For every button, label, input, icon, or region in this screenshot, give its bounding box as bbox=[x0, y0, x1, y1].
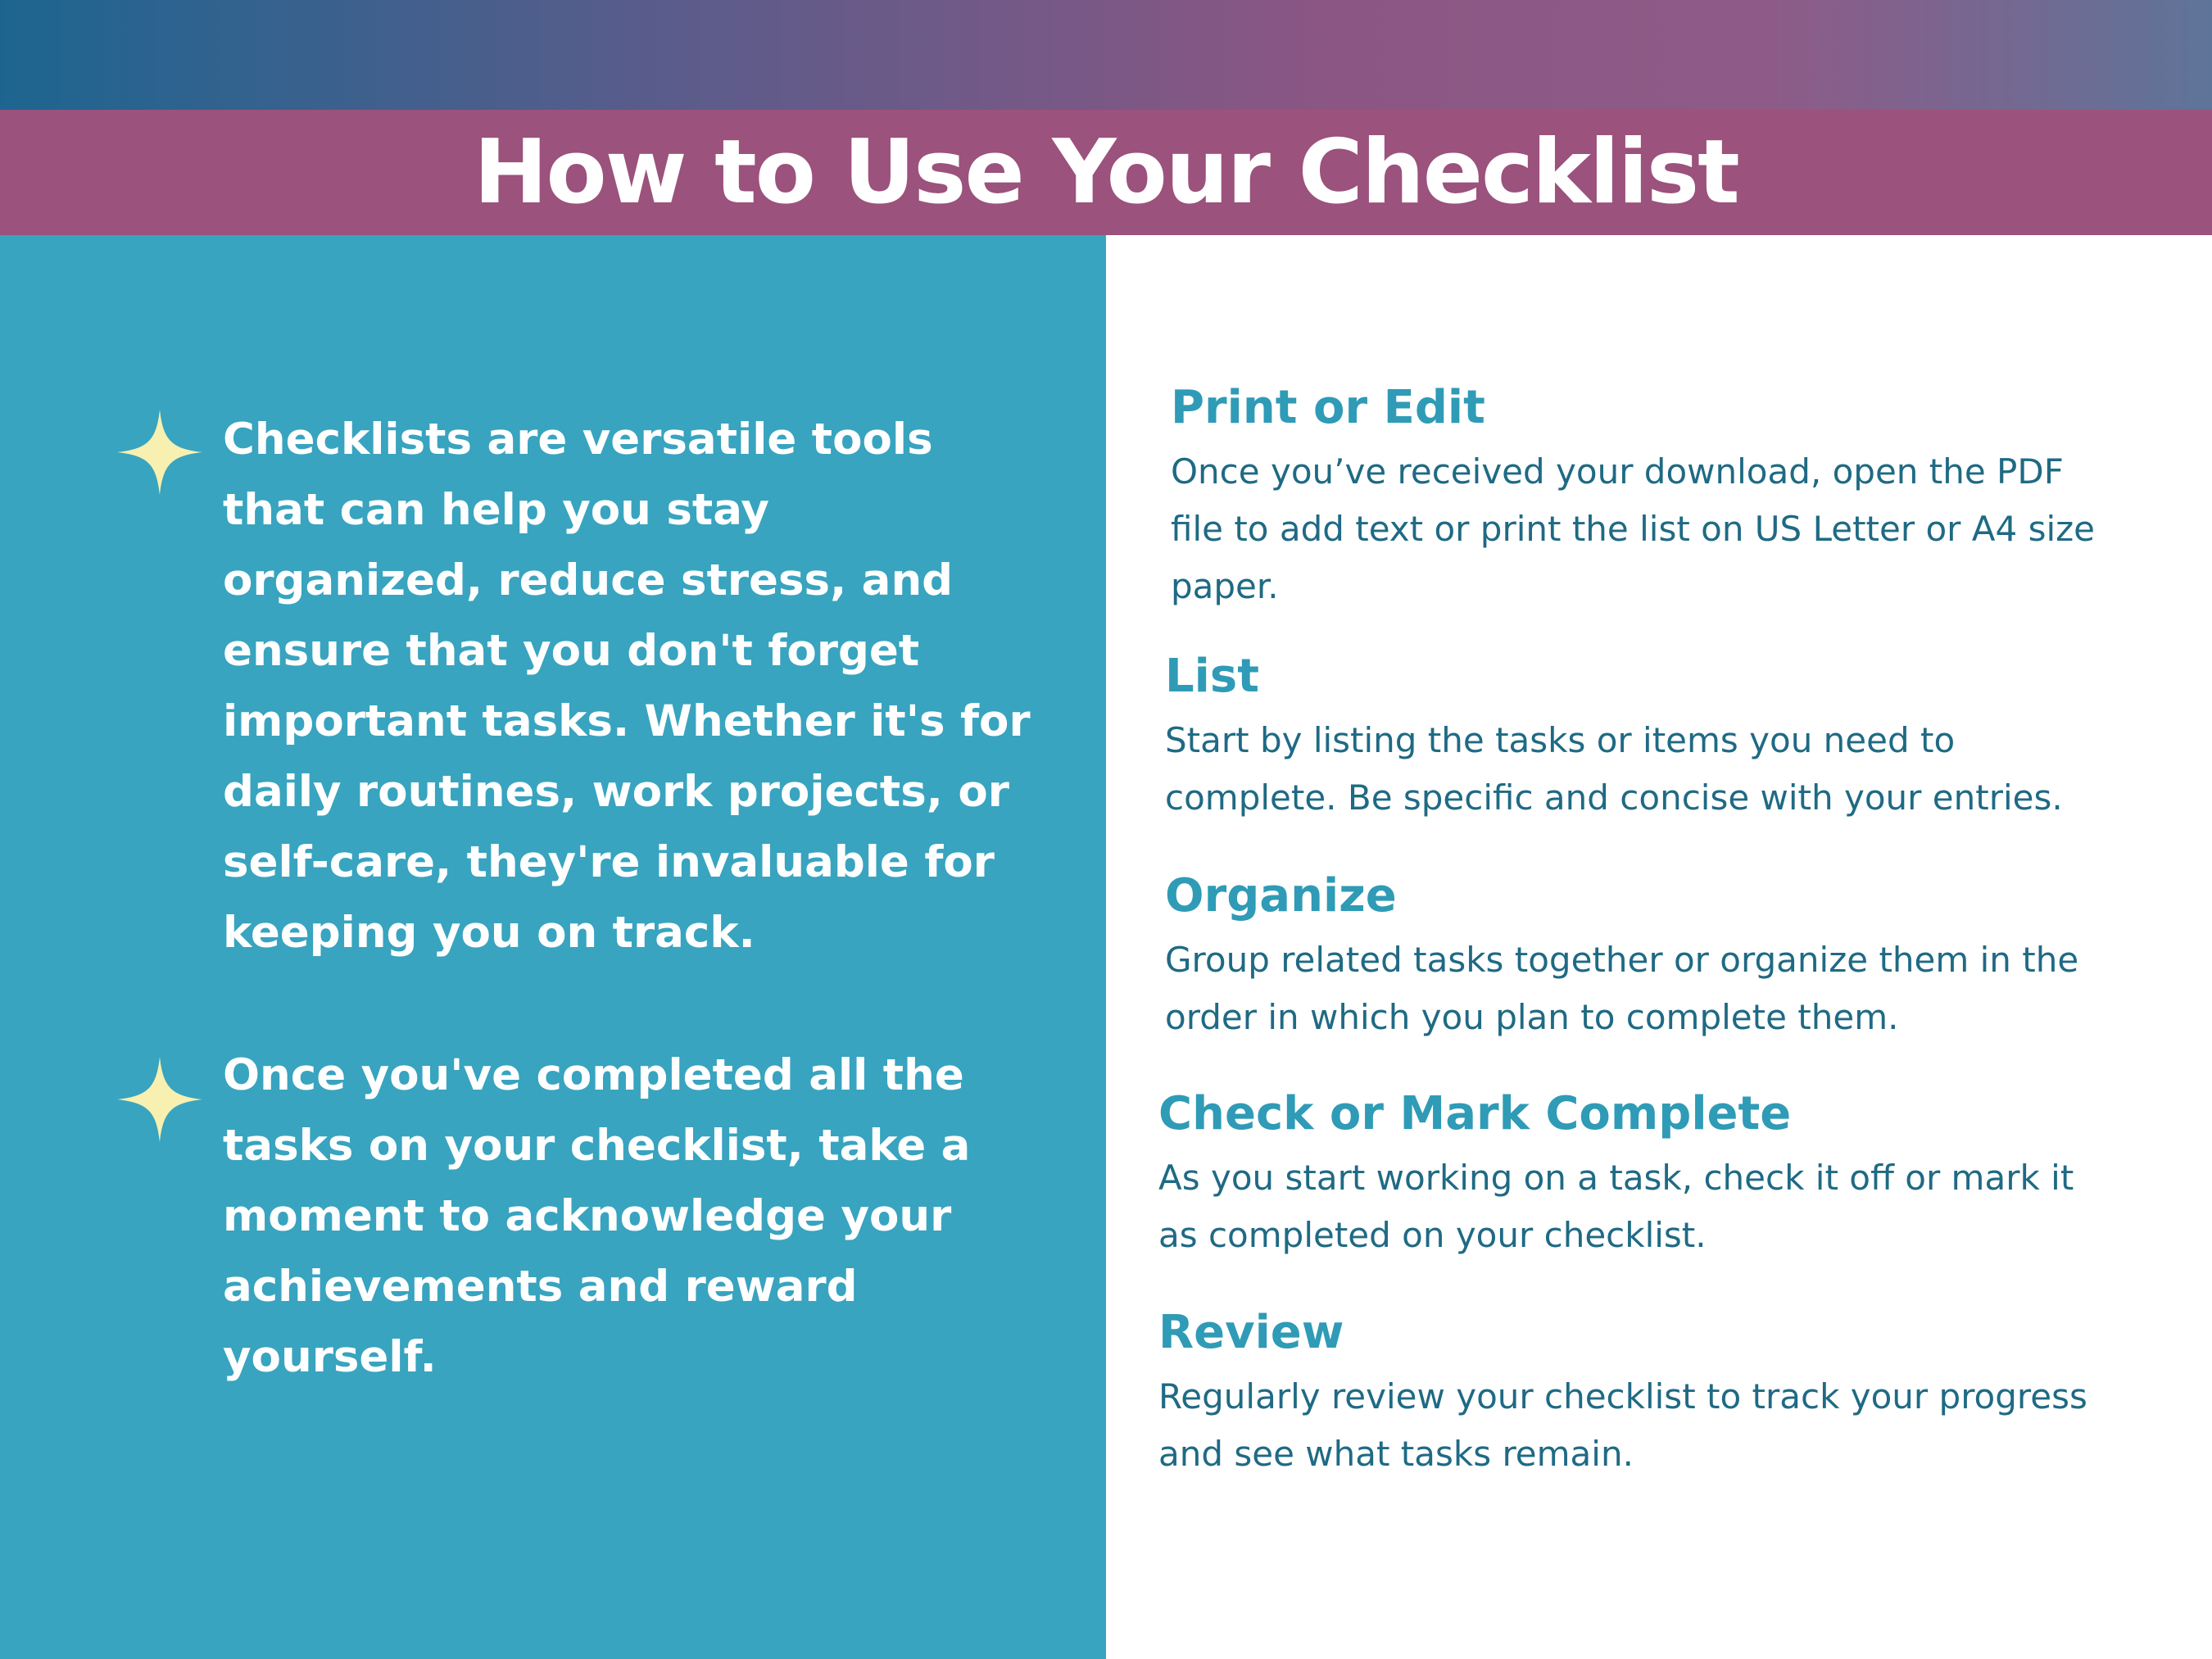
sparkle-star-icon bbox=[117, 1057, 202, 1142]
section-heading: Organize bbox=[1165, 869, 1397, 922]
intro-paragraph: Checklists are versatile tools that can help you stay organized, reduce stress, and ensure that you don't forget important tasks. Whether it's for daily routines, work projects, or self-care, they're invaluable for keeping you on track. bbox=[223, 415, 1031, 958]
section-body: Regularly review your checklist to track your progress and see what tasks remain. bbox=[1158, 1376, 2087, 1474]
top-gradient-bar bbox=[0, 0, 2212, 110]
section-heading: Check or Mark Complete bbox=[1158, 1087, 1792, 1140]
title-band bbox=[0, 110, 2212, 235]
section-body: As you start working on a task, check it off or mark it as completed on your checklist. bbox=[1158, 1158, 2074, 1255]
section-body: Group related tasks together or organize them in the order in which you plan to complete them. bbox=[1165, 940, 2079, 1037]
section-heading: List bbox=[1165, 650, 1259, 703]
section-heading: Review bbox=[1158, 1306, 1344, 1359]
page-title: How to Use Your Checklist bbox=[474, 120, 1738, 224]
completion-paragraph: Once you've completed all the tasks on your checklist, take a moment to acknowledge your achievements and reward yourself. bbox=[223, 1050, 971, 1382]
section-body: Start by listing the tasks or items you need to complete. Be specific and concise with your entries. bbox=[1165, 720, 2063, 818]
section-review bbox=[1158, 1304, 2101, 1483]
section-organize bbox=[1165, 868, 2107, 1046]
section-list bbox=[1165, 648, 2107, 827]
section-check-or-mark-complete bbox=[1158, 1086, 2101, 1264]
section-body: Once you’ve received your download, open the PDF file to add text or print the list on US Letter or A4 size paper. bbox=[1171, 451, 2096, 606]
sparkle-star-icon bbox=[117, 410, 202, 495]
section-heading: Print or Edit bbox=[1171, 381, 1485, 434]
section-print-or-edit bbox=[1171, 379, 2113, 615]
